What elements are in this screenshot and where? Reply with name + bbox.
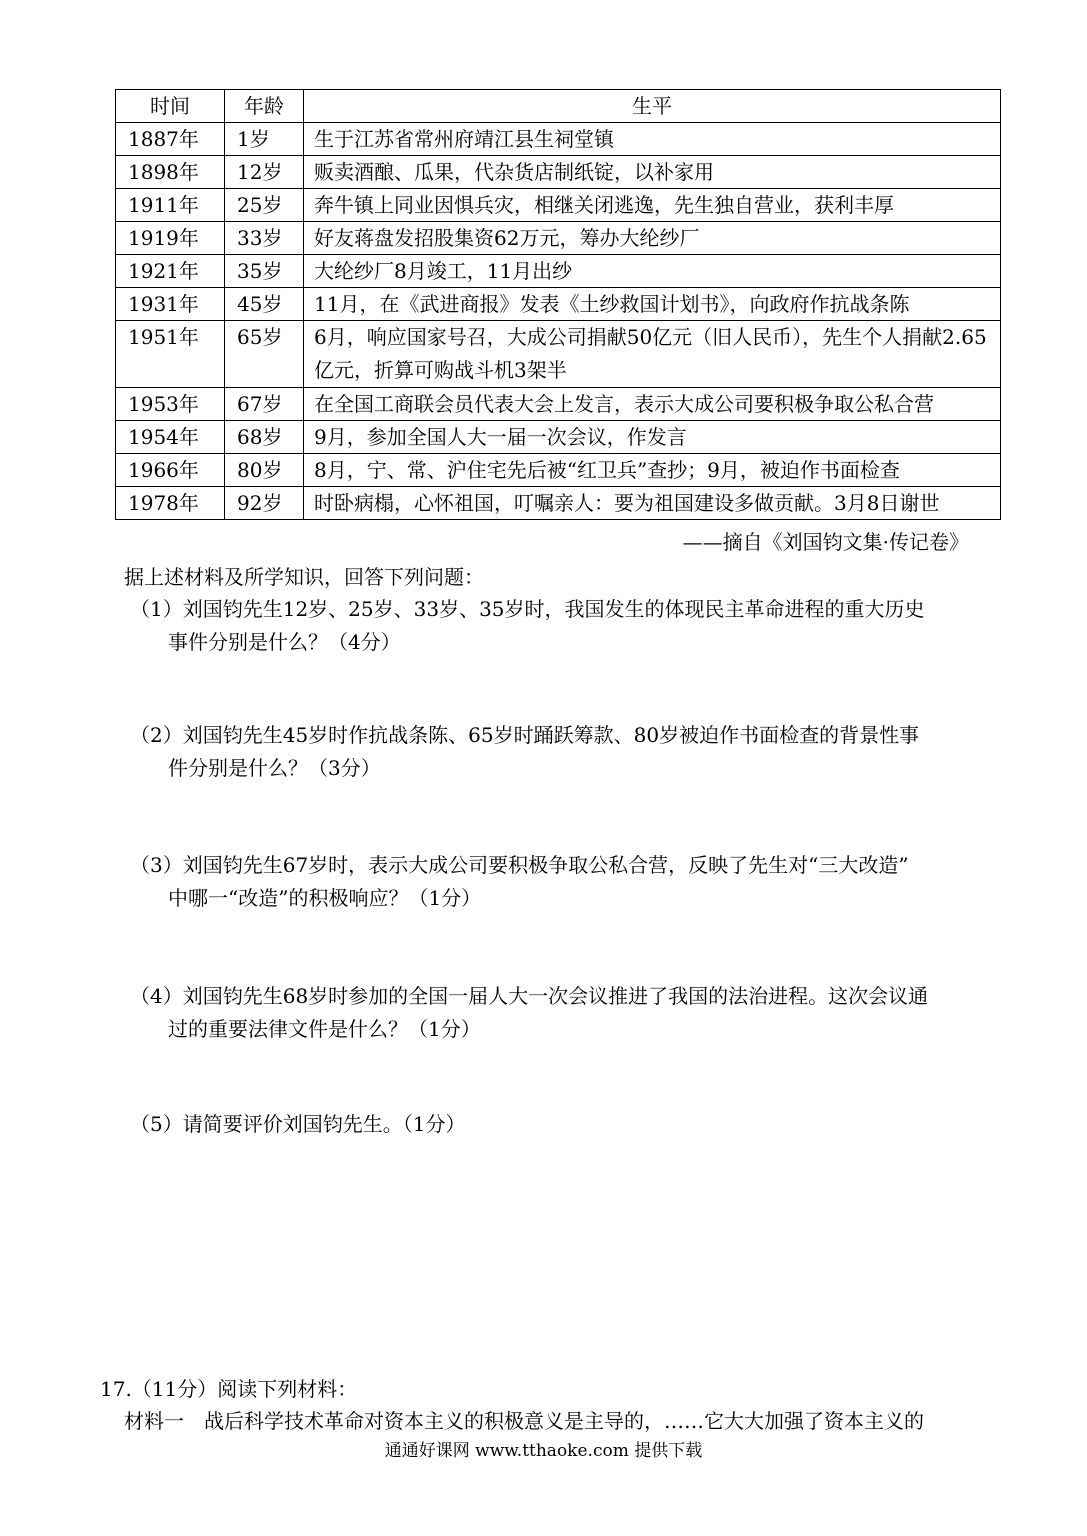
question-2 (130, 719, 995, 785)
table-row (116, 156, 1001, 189)
question-3 (130, 849, 995, 915)
table-row (116, 421, 1001, 454)
question-2-line1: （2）刘国钧先生45岁时作抗战条陈、65岁时踊跃筹款、80岁被迫作书面检查的背景性事 (130, 723, 920, 747)
question-3-line1: （3）刘国钧先生67岁时，表示大成公司要积极争取公私合营，反映了先生对“三大改造” (130, 853, 909, 877)
table-row (116, 222, 1001, 255)
cell-year: 1931年 (116, 288, 225, 321)
cell-age: 12岁 (225, 156, 304, 189)
cell-year: 1911年 (116, 189, 225, 222)
cell-age: 92岁 (225, 487, 304, 520)
question-4-line2: 过的重要法律文件是什么？（1分） (168, 1017, 481, 1041)
cell-life: 好友蒋盘发招股集资62万元，筹办大纶纱厂 (304, 222, 1001, 255)
source-citation: ——摘自《刘国钧文集·传记卷》 (682, 530, 969, 554)
cell-age: 68岁 (225, 421, 304, 454)
table-row (116, 487, 1001, 520)
question-1-line2: 事件分别是什么？（4分） (168, 630, 401, 654)
cell-year: 1966年 (116, 454, 225, 487)
table-row (116, 321, 1001, 388)
cell-age: 1岁 (225, 123, 304, 156)
table-row (116, 189, 1001, 222)
cell-age: 80岁 (225, 454, 304, 487)
cell-year: 1898年 (116, 156, 225, 189)
cell-age: 67岁 (225, 388, 304, 421)
cell-age: 25岁 (225, 189, 304, 222)
cell-life: 11月，在《武进商报》发表《土纱救国计划书》，向政府作抗战条陈 (304, 288, 1001, 321)
cell-year: 1978年 (116, 487, 225, 520)
header-time: 时间 (116, 90, 225, 123)
cell-year: 1953年 (116, 388, 225, 421)
cell-year: 1921年 (116, 255, 225, 288)
question-5 (130, 1108, 995, 1141)
question-1 (130, 593, 995, 659)
table-row (116, 255, 1001, 288)
cell-life: 时卧病榻，心怀祖国，叮嘱亲人：要为祖国建设多做贡献。3月8日谢世 (304, 487, 1001, 520)
header-age: 年龄 (225, 90, 304, 123)
cell-age: 45岁 (225, 288, 304, 321)
cell-year: 1887年 (116, 123, 225, 156)
cell-year: 1919年 (116, 222, 225, 255)
header-life: 生平 (304, 90, 1001, 123)
cell-age: 35岁 (225, 255, 304, 288)
page-footer: 通通好课网 www.tthaoke.com 提供下载 (384, 1441, 703, 1461)
cell-year: 1954年 (116, 421, 225, 454)
question-intro: 据上述材料及所学知识，回答下列问题： (124, 565, 484, 589)
cell-life: 8月，宁、常、沪住宅先后被“红卫兵”查抄；9月，被迫作书面检查 (304, 454, 1001, 487)
question-1-line1: （1）刘国钧先生12岁、25岁、33岁、35岁时，我国发生的体现民主革命进程的重大历史 (130, 597, 925, 621)
cell-life: 6月，响应国家号召，大成公司捐献50亿元（旧人民币），先生个人捐献2.65亿元，折算可购战斗机3架半 (304, 321, 1001, 388)
question-4-line1: （4）刘国钧先生68岁时参加的全国一届人大一次会议推进了我国的法治进程。这次会议通 (130, 984, 929, 1008)
question-3-line2: 中哪一“改造”的积极响应？（1分） (168, 886, 482, 910)
table-header-row (116, 90, 1001, 123)
question-5-line1: （5）请简要评价刘国钧先生。（1分） (130, 1112, 466, 1136)
question-2-line2: 件分别是什么？（3分） (168, 756, 381, 780)
cell-life: 大纶纱厂8月竣工，11月出纱 (304, 255, 1001, 288)
cell-life: 9月，参加全国人大一届一次会议，作发言 (304, 421, 1001, 454)
biography-table (115, 89, 1001, 520)
question-4 (130, 980, 995, 1046)
cell-life: 在全国工商联会员代表大会上发言，表示大成公司要积极争取公私合营 (304, 388, 1001, 421)
cell-age: 33岁 (225, 222, 304, 255)
question-17-title: 17.（11分）阅读下列材料： (100, 1377, 358, 1401)
table-row (116, 288, 1001, 321)
table-row (116, 123, 1001, 156)
table-row (116, 388, 1001, 421)
table-row (116, 454, 1001, 487)
cell-age: 65岁 (225, 321, 304, 388)
cell-life: 奔牛镇上同业因惧兵灾，相继关闭逃逸，先生独自营业，获利丰厚 (304, 189, 1001, 222)
material-one: 材料一 战后科学技术革命对资本主义的积极意义是主导的，……它大大加强了资本主义的 (124, 1409, 924, 1433)
cell-life: 生于江苏省常州府靖江县生祠堂镇 (304, 123, 1001, 156)
cell-year: 1951年 (116, 321, 225, 388)
cell-life: 贩卖酒酿、瓜果，代杂货店制纸锭，以补家用 (304, 156, 1001, 189)
